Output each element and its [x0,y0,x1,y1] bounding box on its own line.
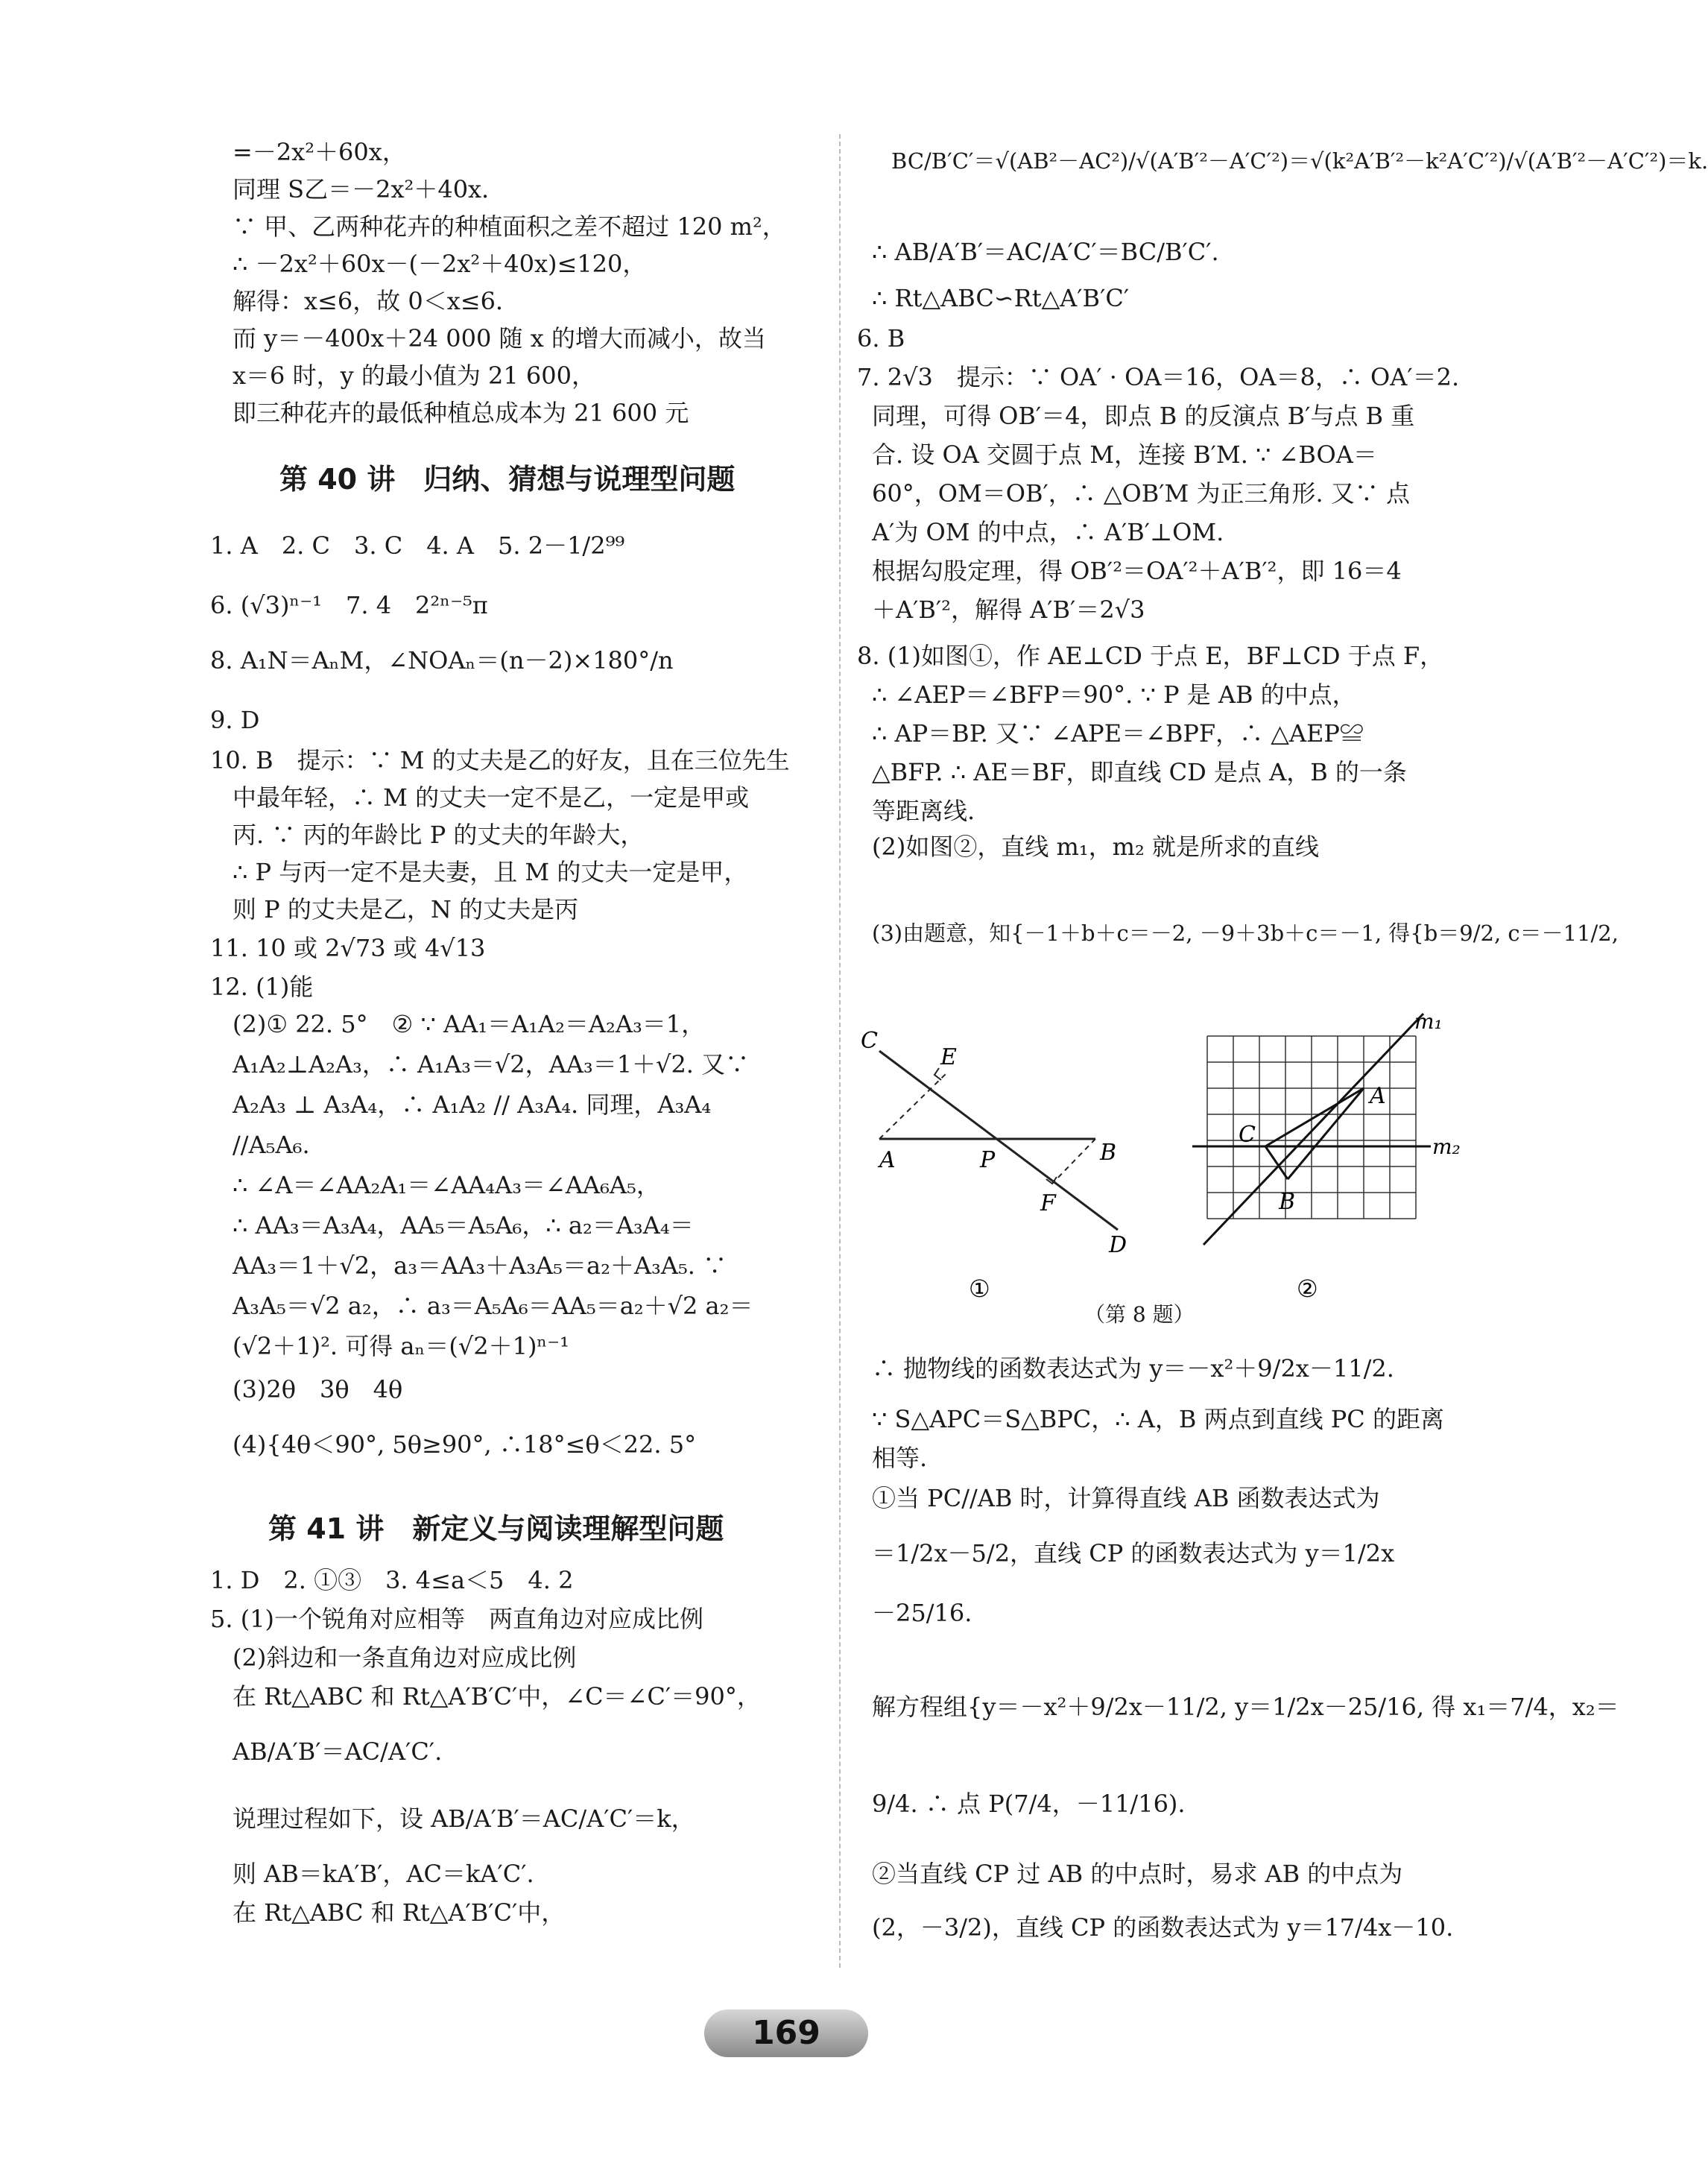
point-e-label: E [940,1044,957,1070]
right-line: (2)如图②，直线 m₁，m₂ 就是所求的直线 [872,833,1320,861]
right-line: ①当 PC//AB 时，计算得直线 AB 函数表达式为 [872,1484,1380,1512]
answer-line: ∴ AA₃＝A₃A₄，AA₅＝A₅A₆，∴ a₂＝A₃A₄＝ [233,1211,694,1240]
right-line: ∴ AP＝BP. 又∵ ∠APE＝∠BPF，∴ △AEP≌ [872,719,1364,748]
answer-line: 5. (1)一个锐角对应相等 两直角边对应成比例 [210,1605,704,1633]
right-line: ∴ Rt△ABC∽Rt△A′B′C′ [872,284,1130,312]
right-line: △BFP. ∴ AE＝BF，即直线 CD 是点 A，B 的一条 [872,758,1407,786]
point-a-label: A [1370,1083,1386,1109]
segment-cb [1265,1146,1288,1179]
right-line: ∴ ∠AEP＝∠BFP＝90°. ∵ P 是 AB 的中点， [872,681,1356,709]
point-c-label: C [861,1028,878,1054]
point-b-label: B [1100,1140,1117,1166]
column-divider [839,134,841,1968]
figure-caption: （第 8 题） [1084,1302,1195,1327]
right-line: ②当直线 CP 过 AB 的中点时，易求 AB 的中点为 [872,1860,1403,1888]
figure-1-label: ① [969,1275,990,1303]
line-m1-label: m₁ [1414,1009,1443,1034]
section-heading-40: 第 40 讲 归纳、猜想与说理型问题 [279,463,736,496]
answer-line: 1. D 2. ①③ 3. 4≤a＜5 4. 2 [210,1566,574,1594]
right-line: A′为 OM 的中点，∴ A′B′⊥OM. [872,518,1224,546]
right-line: ＋A′B′²，解得 A′B′＝2√3 [872,596,1145,624]
figure-2-label: ② [1297,1275,1318,1303]
point-f-label: F [1040,1190,1056,1216]
line-m2-label: m₂ [1432,1134,1461,1159]
answer-line: 10. B 提示：∵ M 的丈夫是乙的好友，且在三位先生 [210,746,790,774]
page-number: 169 [752,2014,820,2052]
answer-line: (3)2θ 3θ 4θ [233,1375,403,1404]
answer-line: ∴ ∠A＝∠AA₂A₁＝∠AA₄A₃＝∠AA₆A₅， [233,1171,660,1199]
left-line: ∴ －2x²＋60x－(－2x²＋40x)≤120， [233,250,647,278]
answer-line: 6. (√3)ⁿ⁻¹ 7. 4 2²ⁿ⁻⁵π [210,591,488,619]
right-line: ∴ 抛物线的函数表达式为 y＝－x²＋9/2x－11/2. [872,1354,1394,1383]
right-line: 8. (1)如图①，作 AE⊥CD 于点 E，BF⊥CD 于点 F， [857,642,1444,670]
left-line: ∵ 甲、乙两种花卉的种植面积之差不超过 120 m²， [233,212,786,241]
answer-line: 则 AB＝kA′B′，AC＝kA′C′. [233,1860,534,1888]
right-line: (2，－3/2)，直线 CP 的函数表达式为 y＝17/4x－10. [872,1913,1454,1942]
right-line: 根据勾股定理，得 OB′²＝OA′²＋A′B′²，即 16＝4 [872,557,1402,585]
answer-line: 说理过程如下，设 AB/A′B′＝AC/A′C′＝k， [233,1805,695,1833]
left-line: 即三种花卉的最低种植总成本为 21 600 元 [233,399,689,427]
right-line: 9/4. ∴ 点 P(7/4，－11/16). [872,1790,1186,1818]
right-line: 等距离线. [872,797,975,825]
right-line: 相等. [872,1444,928,1472]
left-line: 同理 S乙＝－2x²＋40x． [233,175,506,203]
answer-line: 中最年轻，∴ M 的丈夫一定不是乙，一定是甲或 [233,783,750,812]
answer-line: 在 Rt△ABC 和 Rt△A′B′C′中，∠C＝∠C′＝90°， [233,1682,761,1711]
segment-ae [879,1073,946,1139]
answer-line: 丙. ∵ 丙的年龄比 P 的丈夫的年龄大， [233,821,645,849]
answer-line: A₃A₅＝√2 a₂，∴ a₃＝A₅A₆＝AA₅＝a₂＋√2 a₂＝ [233,1292,753,1320]
right-line: 合. 设 OA 交圆于点 M，连接 B′M. ∵ ∠BOA＝ [872,441,1377,469]
right-line: －25/16. [872,1599,972,1627]
answer-line: A₁A₂⊥A₂A₃，∴ A₁A₃＝√2，AA₃＝1＋√2. 又∵ [233,1050,750,1079]
answer-line: 则 P 的丈夫是乙，N 的丈夫是丙 [233,895,579,923]
answer-line: A₂A₃ ⊥ A₃A₄，∴ A₁A₂ // A₃A₄. 同理，A₃A₄ [233,1090,712,1119]
answer-line: 9. D [210,706,260,734]
right-line: ∵ S△APC＝S△BPC，∴ A，B 两点到直线 PC 的距离 [872,1405,1444,1433]
right-line: ＝1/2x－5/2，直线 CP 的函数表达式为 y＝1/2x [872,1539,1395,1567]
section-heading-41: 第 41 讲 新定义与阅读理解型问题 [268,1512,724,1545]
right-line: BC/B′C′＝√(AB²－AC²)/√(A′B′²－A′C′²)＝√(k²A′B′²－k²A′C′²)/√(A′B′²－A′C′²)＝k. [891,148,1708,174]
right-line: 7. 2√3 提示：∵ OA′ · OA＝16，OA＝8，∴ OA′＝2. [857,363,1460,391]
answer-line: ∴ P 与丙一定不是夫妻，且 M 的丈夫一定是甲， [233,858,748,886]
answer-line: (2)斜边和一条直角边对应成比例 [233,1644,577,1672]
right-line: 6. B [857,324,905,353]
answer-line: (√2＋1)². 可得 aₙ＝(√2＋1)ⁿ⁻¹ [233,1332,569,1360]
answer-line: (4){4θ＜90°, 5θ≥90°, ∴18°≤θ＜22. 5° [233,1430,697,1459]
right-line: ∴ AB/A′B′＝AC/A′C′＝BC/B′C′. [872,238,1219,266]
segment-ca [1265,1088,1364,1146]
right-line: 60°，OM＝OB′，∴ △OB′M 为正三角形. 又∵ 点 [872,479,1410,508]
right-line: 解方程组{y＝－x²＋9/2x－11/2, y＝1/2x－25/16, 得 x₁＝7/4，x₂＝ [872,1693,1619,1721]
figure-1 [857,1029,1148,1312]
point-d-label: D [1109,1232,1127,1258]
answer-line: AA₃＝1＋√2，a₃＝AA₃＋A₃A₅＝a₂＋A₃A₅. ∵ [233,1251,727,1280]
figure-2 [1177,1006,1483,1312]
left-line: x＝6 时，y 的最小值为 21 600， [233,361,595,390]
left-line: =－2x²＋60x， [233,138,406,166]
answer-line: 1. A 2. C 3. C 4. A 5. 2－1/2⁹⁹ [210,531,625,560]
right-line: (3)由题意，知{－1＋b＋c＝－2, －9＋3b＋c＝－1, 得{b＝9/2, c＝－11/2, [872,921,1619,946]
left-line: 解得：x≤6，故 0＜x≤6． [233,287,519,315]
answer-line: 12. (1)能 [210,973,314,1001]
segment-ba [1288,1088,1364,1179]
right-line: 同理，可得 OB′＝4，即点 B 的反演点 B′与点 B 重 [872,402,1415,430]
answer-line: 8. A₁N＝AₙM，∠NOAₙ＝(n－2)×180°/n [210,646,674,675]
answer-line: 11. 10 或 2√73 或 4√13 [210,934,486,962]
point-c-label: C [1239,1122,1256,1148]
line-cd [879,1051,1118,1230]
left-line: 而 y＝－400x＋24 000 随 x 的增大而减小，故当 [233,324,766,353]
answer-line: 在 Rt△ABC 和 Rt△A′B′C′中， [233,1898,566,1927]
answer-line: (2)① 22. 5° ② ∵ AA₁＝A₁A₂＝A₂A₃＝1， [233,1010,706,1038]
point-a-label: A [879,1147,896,1173]
point-b-label: B [1279,1189,1296,1215]
point-p-label: P [980,1147,996,1173]
answer-line: AB/A′B′＝AC/A′C′. [233,1737,443,1766]
page-number-badge [704,2009,868,2057]
segment-bf [1052,1139,1095,1184]
answer-line: //A₅A₆. [233,1131,310,1159]
